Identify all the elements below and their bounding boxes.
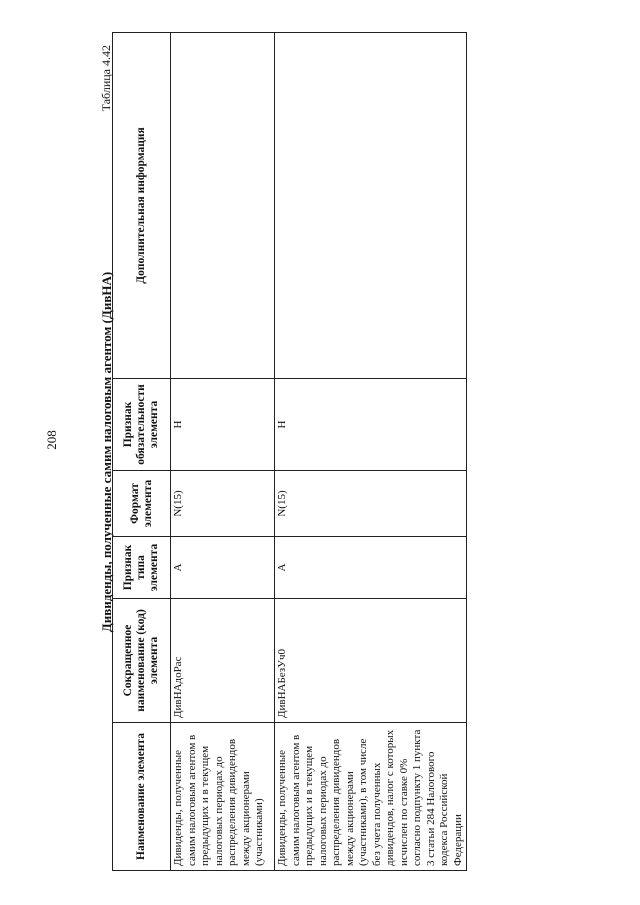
header-format: Формат элемента: [113, 471, 171, 537]
table-label: Таблица 4.42: [99, 45, 113, 112]
table-row: [171, 33, 275, 871]
header-info: Дополнительная информация: [113, 33, 171, 379]
header-required: Признак обязательности элемента: [113, 379, 171, 471]
elements-table: [112, 32, 467, 871]
cell-name: Дивиденды, полученные самим налоговым агентом в предыдущих и в текущем налоговых периодах до распределения дивидендов между акционерами (участниками), в том числе без учета полученных дивидендов, налог с которых исчислен по ставке 0% согласно подпункту 1 пункта 3 статьи 284 Налогового кодекса Российской Федерации: [275, 723, 467, 871]
cell-format: N(15): [275, 471, 467, 537]
cell-info: [171, 33, 275, 379]
page-number: 208: [43, 430, 59, 450]
cell-type: А: [171, 537, 275, 599]
header-name: Наименование элемента: [113, 723, 171, 871]
table-row: [275, 33, 467, 871]
header-code: Сокращенное наименование (код) элемента: [113, 599, 171, 723]
cell-required: Н: [171, 379, 275, 471]
table-caption: Дивиденды, полученные самим налоговым агентом (ДивНА): [99, 271, 114, 633]
cell-code: ДивНАБезУч0: [275, 599, 467, 723]
header-type: Признак типа элемента: [113, 537, 171, 599]
cell-required: Н: [275, 379, 467, 471]
cell-info: [275, 33, 467, 379]
cell-code: ДивНАдоРас: [171, 599, 275, 723]
rotated-table-region: [99, 33, 464, 871]
cell-name: Дивиденды, полученные самим налоговым агентом в предыдущих и в текущем налоговых периодах до распределения дивидендов между акционерами (участниками): [171, 723, 275, 871]
cell-type: А: [275, 537, 467, 599]
header-row: [113, 33, 171, 871]
cell-format: N(15): [171, 471, 275, 537]
